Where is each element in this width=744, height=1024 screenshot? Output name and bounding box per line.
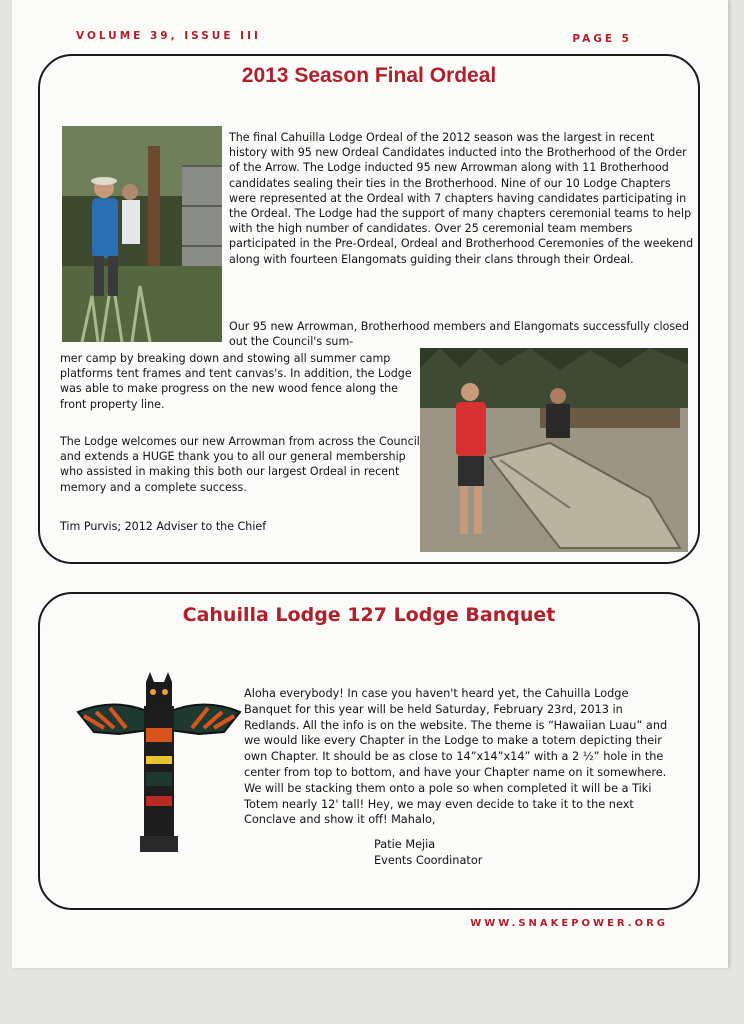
ordeal-paragraph-2-start: Our 95 new Arrowman, Brotherhood members and Elangomats successfully closed out the Council's sum- (229, 320, 690, 349)
banquet-paragraph: Aloha everybody! In case you haven't heard yet, the Cahuilla Lodge Banquet for this year will be held Saturday, February 23rd, 2013 in Redlands. All the info is on the website. The theme is “Hawaiian Luau” and we would like every Chapter in the Lodge to make a totem depicting their own Chapter. It should be as close to 14”x14”x14” with a 2 ½” hole in the center from top to bottom, and have your Chapter name on it somewhere. We will be stacking them onto a pole so when completed it will be a Tiki Totem nearly 12' tall! Hey, we may even decide to take it to the next Conclave and show it off! Mahalo, (244, 687, 668, 827)
banquet-article-box (38, 592, 700, 910)
ordeal-paragraph-3: The Lodge welcomes our new Arrowman from across the Council and extends a HUGE thank you to all our general membership who assisted in making this both our largest Ordeal in recent memory and a complete success. (60, 435, 420, 494)
banquet-signature (374, 837, 634, 869)
signature-title: Events Coordinator (374, 853, 483, 867)
volunteers-fence-photo (62, 126, 222, 342)
totem-pole-image (74, 672, 244, 852)
ordeal-paragraph-2-end: mer camp by breaking down and stowing all summer camp platforms tent frames and tent canvas's. In addition, the Lodge was able to make progress on the new wood fence along the front property line. (60, 352, 412, 411)
ordeal-article-title: 2013 Season Final Ordeal (241, 64, 497, 87)
signature-name: Patie Mejia (374, 838, 436, 851)
issue-label: VOLUME 39, ISSUE III (76, 30, 261, 42)
tent-canvas-photo (420, 348, 688, 552)
page-number: PAGE 5 (572, 33, 632, 45)
ordeal-signature: Tim Purvis; 2012 Adviser to the Chief (60, 520, 267, 533)
banquet-article-title: Cahuilla Lodge 127 Lodge Banquet (182, 604, 556, 626)
ordeal-article-box (38, 54, 700, 564)
website-link[interactable]: WWW.SNAKEPOWER.ORG (470, 918, 668, 929)
ordeal-paragraph-1: The final Cahuilla Lodge Ordeal of the 2012 season was the largest in recent history with 95 new Ordeal Candidates inducted into the Brotherhood of the Order of the Arrow. The Lodge inducted 95 new Arrowman along with 11 Brotherhood candidates sealing their ties in the Brotherhood. Nine of our 10 Lodge Chapters were represented at the Ordeal with 7 chapters having candidates participating in the Ordeal. The Lodge had the support of many chapters ceremonial teams to help with the high number of candidates. Over 25 ceremonial team members participated in the Pre-Ordeal, Ordeal and Brotherhood Ceremonies of the weekend along with fourteen Elangomats guiding their clans through their Ordeal. (229, 131, 694, 266)
